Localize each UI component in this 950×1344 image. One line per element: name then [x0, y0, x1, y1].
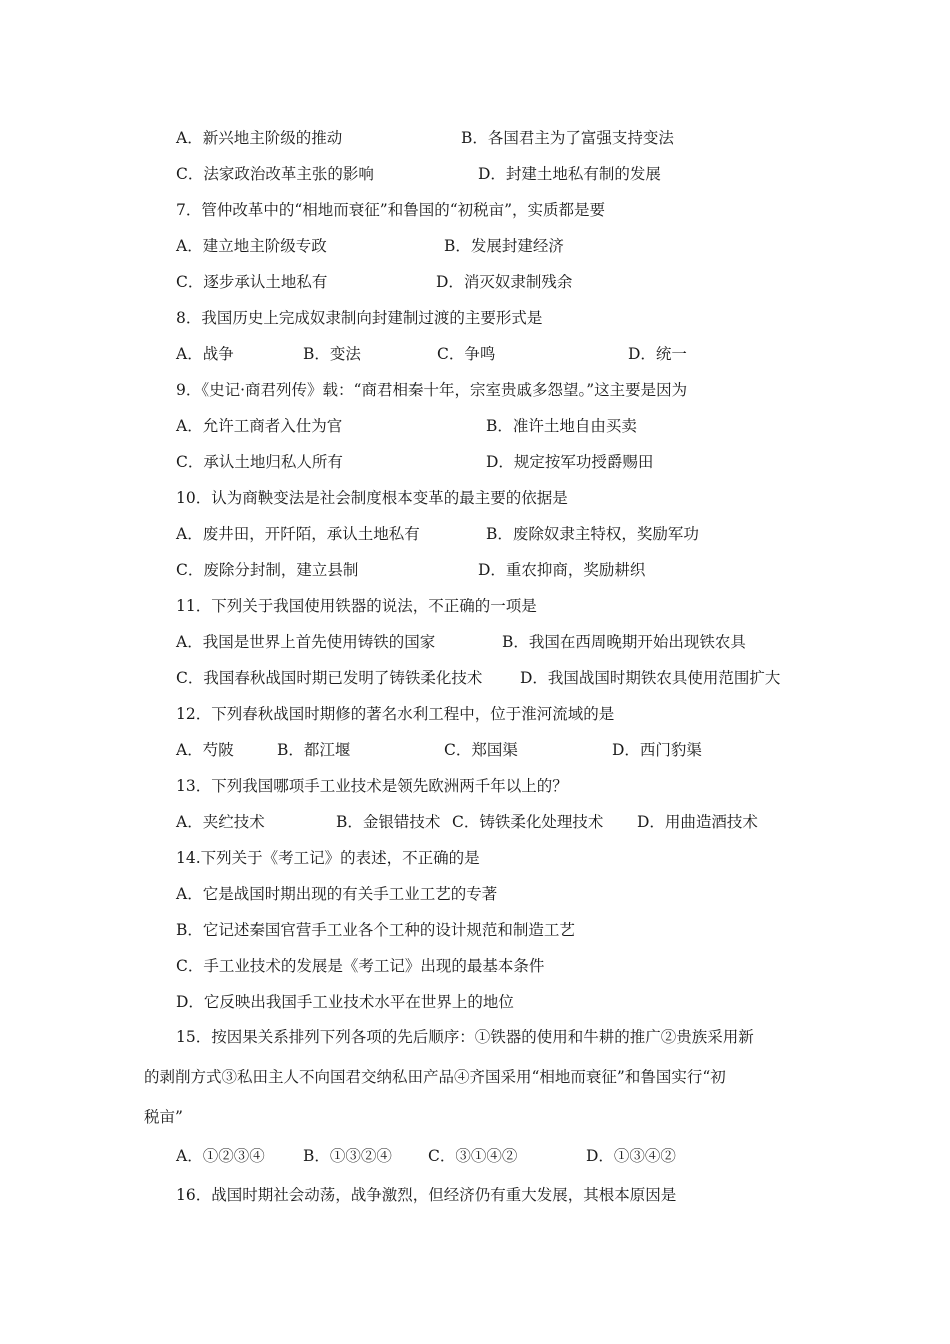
option-a: A．芍陂 [176, 741, 234, 759]
option-c: C．争鸣 [437, 345, 496, 363]
option-c: C．我国春秋战国时期已发明了铸铁柔化技术 [176, 669, 483, 687]
option-d: D．它反映出我国手工业技术水平在世界上的地位 [176, 993, 514, 1011]
option-b: B．准许土地自由买卖 [486, 417, 637, 435]
option-b: B．①③②④ [303, 1147, 392, 1165]
option-a: A．①②③④ [176, 1147, 265, 1165]
option-c: C．法家政治改革主张的影响 [176, 165, 374, 183]
option-a: A．建立地主阶级专政 [176, 237, 327, 255]
option-c: C．③①④② [428, 1147, 518, 1165]
question-text: 11．下列关于我国使用铁器的说法，不正确的一项是 [176, 597, 537, 615]
option-d: D．用曲造酒技术 [637, 813, 758, 831]
option-b: B．变法 [303, 345, 361, 363]
question-text: 9．《史记·商君列传》载：“商君相秦十年，宗室贵戚多怨望。”这主要是因为 [176, 381, 688, 399]
question-text: 税亩” [144, 1108, 183, 1126]
question-text: 10．认为商鞅变法是社会制度根本变革的最主要的依据是 [176, 489, 568, 507]
option-d: D．西门豹渠 [612, 741, 702, 759]
option-b: B．金银错技术 [336, 813, 441, 831]
question-text: 16．战国时期社会动荡，战争激烈，但经济仍有重大发展，其根本原因是 [176, 1186, 677, 1204]
option-c: C．郑国渠 [444, 741, 518, 759]
option-b: B．我国在西周晚期开始出现铁农具 [502, 633, 746, 651]
option-a: A．废井田，开阡陌，承认土地私有 [176, 525, 420, 543]
question-text: 7．管仲改革中的“相地而衰征”和鲁国的“初税亩”，实质都是要 [176, 201, 606, 219]
option-b: B．废除奴隶主特权，奖励军功 [486, 525, 699, 543]
question-text: 的剥削方式③私田主人不向国君交纳私田产品④齐国采用“相地而衰征”和鲁国实行“初 [144, 1068, 726, 1086]
question-text: 13．下列我国哪项手工业技术是领先欧洲两千年以上的？ [176, 777, 568, 795]
option-b: B．都江堰 [277, 741, 351, 759]
option-c: C．废除分封制，建立县制 [176, 561, 359, 579]
option-d: D．统一 [628, 345, 687, 363]
option-d: D．规定按军功授爵赐田 [486, 453, 654, 471]
option-d: D．①③④② [586, 1147, 676, 1165]
option-c: C．手工业技术的发展是《考工记》出现的最基本条件 [176, 957, 545, 975]
option-b: B．它记述秦国官营手工业各个工种的设计规范和制造工艺 [176, 921, 575, 939]
question-text: 8．我国历史上完成奴隶制向封建制过渡的主要形式是 [176, 309, 543, 327]
question-text: 14.下列关于《考工记》的表述，不正确的是 [176, 849, 480, 867]
option-a: A．我国是世界上首先使用铸铁的国家 [176, 633, 436, 651]
option-c: C．铸铁柔化处理技术 [452, 813, 604, 831]
option-d: D．封建土地私有制的发展 [478, 165, 661, 183]
option-a: A．夹纻技术 [176, 813, 265, 831]
option-c: C．逐步承认土地私有 [176, 273, 328, 291]
question-text: 15．按因果关系排列下列各项的先后顺序：①铁器的使用和牛耕的推广②贵族采用新 [176, 1028, 754, 1046]
option-d: D．消灭奴隶制残余 [436, 273, 573, 291]
option-d: D．重农抑商，奖励耕织 [478, 561, 646, 579]
option-a: A．新兴地主阶级的推动 [176, 129, 343, 147]
option-b: B．各国君主为了富强支持变法 [461, 129, 674, 147]
option-d: D．我国战国时期铁农具使用范围扩大 [520, 669, 781, 687]
option-a: A．允许工商者入仕为官 [176, 417, 343, 435]
option-a: A．它是战国时期出现的有关手工业工艺的专著 [176, 885, 498, 903]
option-c: C．承认土地归私人所有 [176, 453, 343, 471]
question-text: 12．下列春秋战国时期修的著名水利工程中，位于淮河流域的是 [176, 705, 615, 723]
option-a: A．战争 [176, 345, 234, 363]
option-b: B．发展封建经济 [444, 237, 564, 255]
